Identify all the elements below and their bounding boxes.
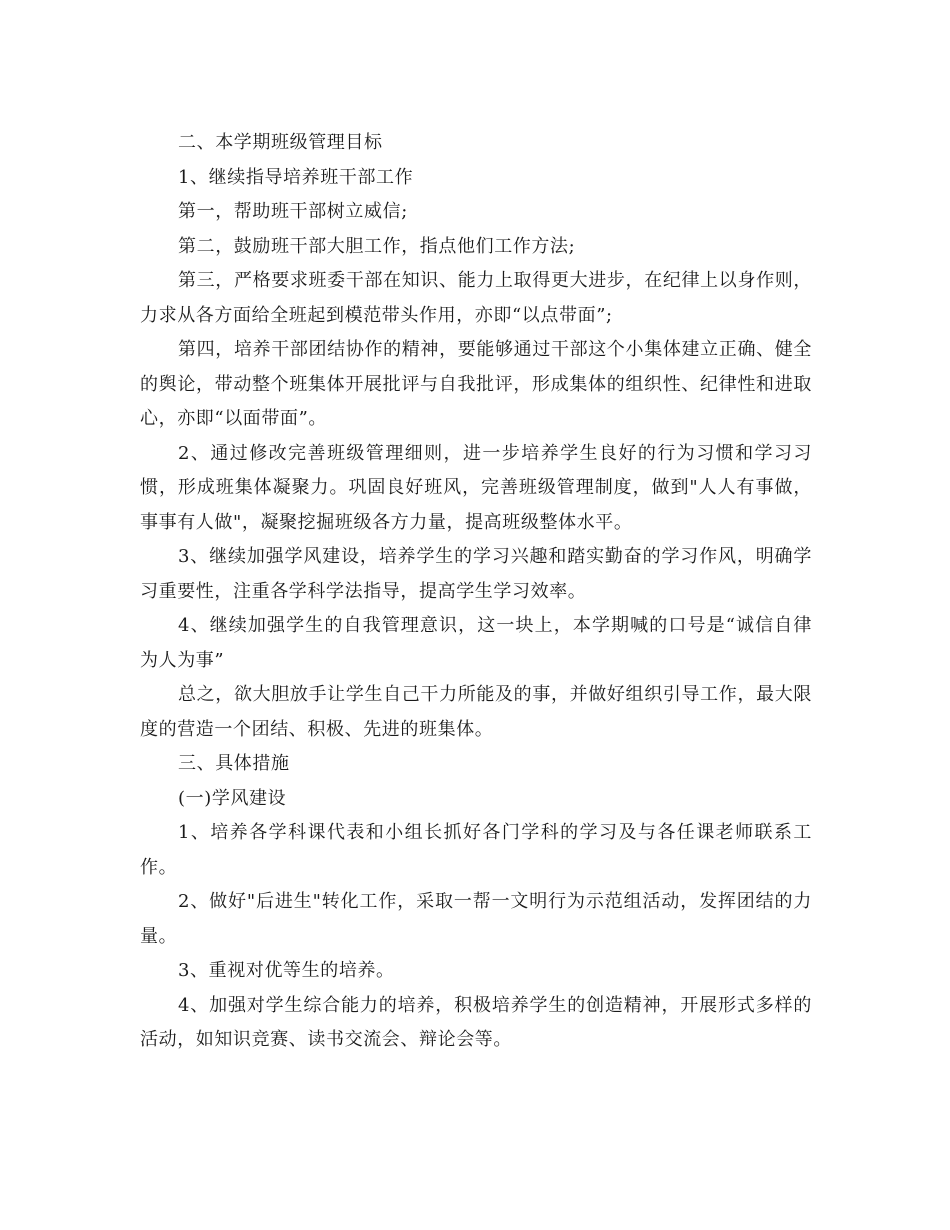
paragraph-measure-1: 1、培养各学科课代表和小组长抓好各门学科的学习及与各任课老师联系工作。	[140, 822, 812, 878]
section-heading-measures: 三、具体措施	[178, 753, 290, 774]
paragraph-goal-4: 4、继续加强学生的自我管理意识，这一块上，本学期喊的口号是“诚信自律为人为事”	[140, 615, 812, 671]
subsection-heading-study-style: (一)学风建设	[178, 787, 287, 809]
paragraph-goal-1: 1、继续指导培养班干部工作	[178, 166, 414, 188]
paragraph-goal-3: 3、继续加强学风建设，培养学生的学习兴趣和踏实勤奋的学习作风，明确学习重要性，注重各学科学法指导，提高学生学习效率。	[140, 546, 812, 602]
paragraph-fourth: 第四，培养干部团结协作的精神，要能够通过干部这个小集体建立正确、健全的舆论，带动整个班集体开展批评与自我批评，形成集体的组织性、纪律性和进取心，亦即“以面带面”。	[140, 339, 812, 429]
paragraph-third: 第三，严格要求班委干部在知识、能力上取得更大进步，在纪律上以身作则，力求从各方面给全班起到模范带头作用，亦即“以点带面”;	[140, 270, 812, 326]
paragraph-summary: 总之，欲大胆放手让学生自己干力所能及的事，并做好组织引导工作，最大限度的营造一个团结、积极、先进的班集体。	[140, 684, 812, 740]
document-body	[140, 126, 812, 1058]
paragraph-measure-4: 4、加强对学生综合能力的培养，积极培养学生的创造精神，开展形式多样的活动，如知识竞赛、读书交流会、辩论会等。	[140, 994, 812, 1050]
paragraph-second: 第二，鼓励班干部大胆工作，指点他们工作方法;	[178, 235, 576, 257]
paragraph-measure-3: 3、重视对优等生的培养。	[178, 960, 395, 981]
paragraph-first: 第一，帮助班干部树立威信;	[178, 201, 408, 222]
paragraph-goal-2: 2、通过修改完善班级管理细则，进一步培养学生良好的行为习惯和学习习惯，形成班集体凝聚力。巩固良好班风，完善班级管理制度，做到"人人有事做，事事有人做"，凝聚挖掘班级各方力量，提高班级整体水平。	[140, 442, 812, 533]
paragraph-measure-2: 2、做好"后进生"转化工作，采取一帮一文明行为示范组活动，发挥团结的力量。	[140, 891, 812, 947]
section-heading-goals: 二、本学期班级管理目标	[178, 132, 383, 153]
